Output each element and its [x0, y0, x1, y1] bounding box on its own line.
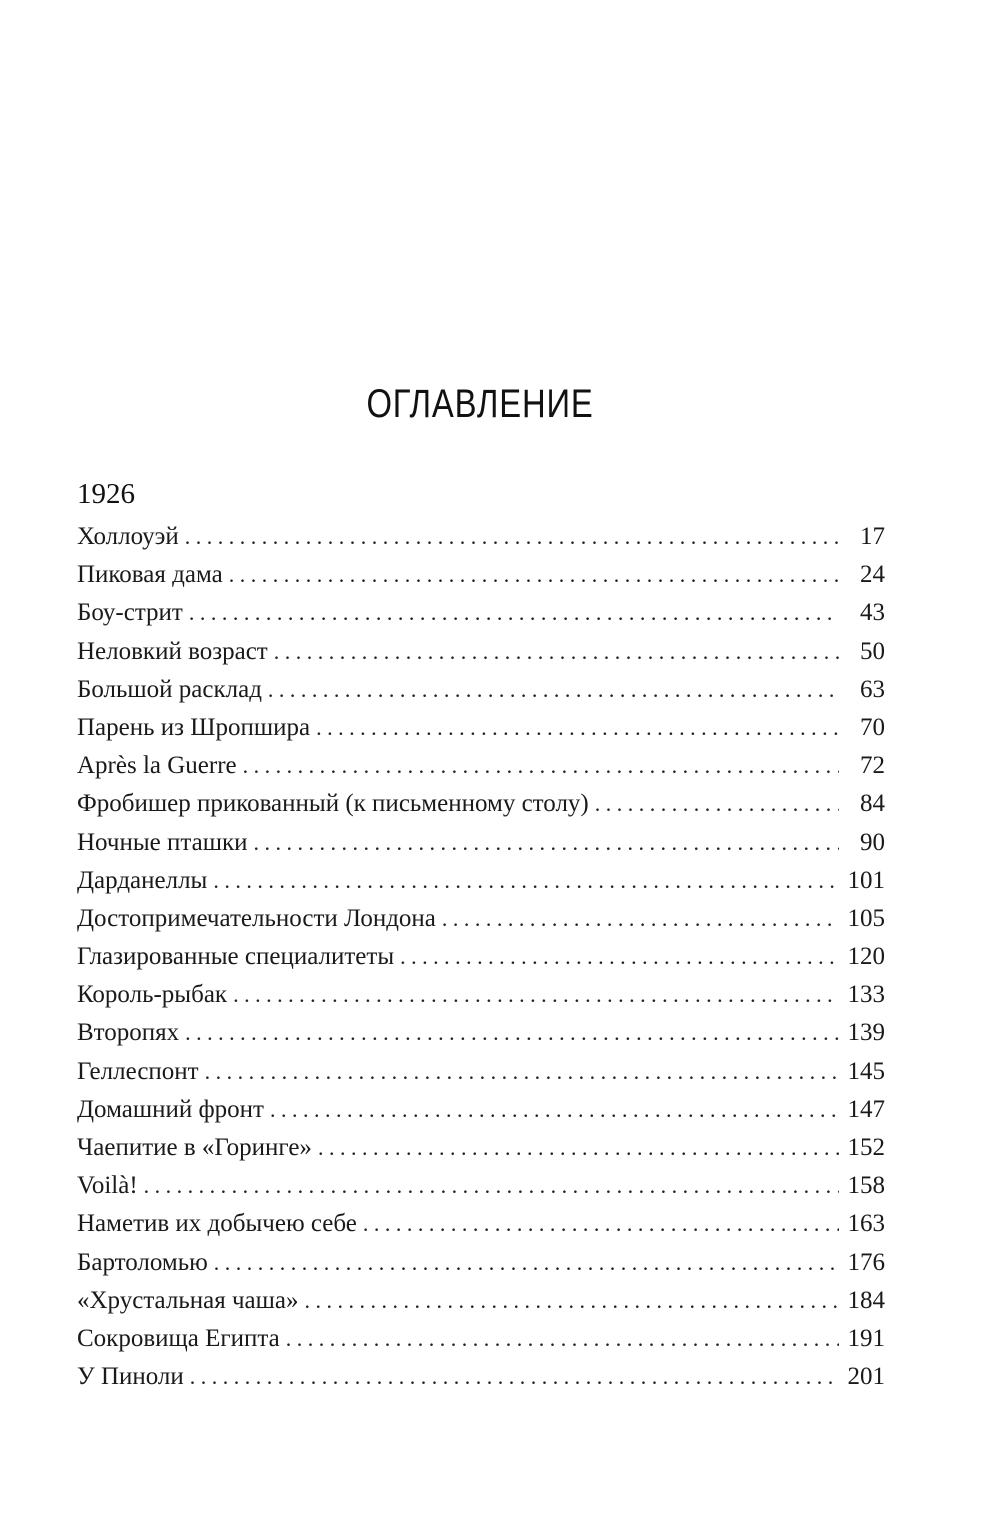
toc-entry-page: 63: [860, 675, 885, 703]
toc-entry-page: 191: [847, 1324, 885, 1352]
dot-leader: [268, 671, 839, 709]
toc-entry-title: Voilà!: [77, 1172, 138, 1200]
toc-entry-title: Король-рыбак: [77, 981, 228, 1009]
toc-entry: [77, 747, 885, 785]
toc-entry: [77, 1091, 885, 1129]
toc-entry-page: 84: [860, 790, 885, 818]
toc-entry-title: Боу-стрит: [77, 599, 183, 627]
toc-entry-title: Чаепитие в «Горинге»: [77, 1134, 312, 1161]
toc-entry-page: 105: [847, 904, 885, 932]
toc-entry: [77, 1129, 885, 1167]
dot-leader: [213, 862, 839, 900]
toc-entry-page: 163: [847, 1210, 885, 1238]
dot-leader: [595, 785, 839, 823]
toc-entry-page: 184: [847, 1286, 885, 1314]
toc-entry: [77, 900, 885, 938]
toc-entry-title: Холлоуэй: [77, 523, 179, 550]
dot-leader: [363, 1205, 839, 1243]
toc-entry-title: Бартоломью: [77, 1248, 208, 1276]
toc-entry-page: 176: [847, 1248, 885, 1276]
toc-entry: [77, 556, 885, 594]
toc-entry-page: 101: [847, 866, 885, 894]
toc-entry-title: Наметив их добычею себе: [77, 1210, 357, 1238]
dot-leader: [190, 1358, 839, 1396]
toc-entry-title: Дарданеллы: [77, 866, 208, 894]
toc-entry: [77, 1167, 885, 1205]
toc-entry: [77, 1282, 885, 1320]
dot-leader: [185, 518, 839, 556]
dot-leader: [274, 633, 839, 671]
table-of-contents: [77, 518, 885, 1396]
toc-entry-title: Достопримечательности Лондона: [77, 904, 436, 932]
toc-entry: [77, 862, 885, 900]
dot-leader: [243, 747, 839, 785]
dot-leader: [214, 1244, 839, 1282]
toc-entry-page: 158: [847, 1172, 885, 1200]
toc-entry-title: Большой расклад: [77, 675, 262, 703]
toc-entry-title: Сокровища Египта: [77, 1324, 280, 1352]
toc-entry-title: Глазированные специалитеты: [77, 943, 395, 971]
toc-entry: [77, 633, 885, 671]
section-year-heading: 1926: [77, 478, 135, 510]
dot-leader: [316, 709, 839, 747]
toc-entry-title: «Хрустальная чаша»: [77, 1286, 299, 1314]
toc-entry-title: Ночные пташки: [77, 828, 248, 856]
toc-entry-title: Второпях: [77, 1019, 180, 1047]
toc-entry: [77, 1244, 885, 1282]
toc-entry-page: 145: [847, 1057, 885, 1085]
toc-entry: [77, 785, 885, 823]
toc-entry: [77, 824, 885, 862]
page-title: ОГЛАВЛЕНИЕ: [366, 381, 594, 426]
toc-entry-title: Фробишер прикованный (к письменному столу): [77, 790, 589, 818]
toc-entry-page: 90: [860, 828, 885, 856]
toc-entry: [77, 1053, 885, 1091]
dot-leader: [144, 1167, 839, 1205]
toc-entry-page: 72: [860, 752, 885, 780]
toc-entry-page: 152: [847, 1134, 885, 1161]
toc-entry: [77, 709, 885, 747]
toc-entry-page: 201: [847, 1363, 885, 1391]
toc-entry-page: 147: [847, 1095, 885, 1123]
toc-entry-title: Пиковая дама: [77, 561, 223, 589]
dot-leader: [253, 824, 839, 862]
dot-leader: [318, 1129, 839, 1167]
toc-entry: [77, 671, 885, 709]
toc-entry-page: 24: [860, 561, 885, 589]
toc-entry-title: У Пиноли: [77, 1363, 184, 1391]
dot-leader: [400, 938, 839, 976]
toc-entry: [77, 1358, 885, 1396]
toc-entry-title: Геллеспонт: [77, 1057, 199, 1085]
dot-leader: [286, 1320, 839, 1358]
toc-entry: [77, 1320, 885, 1358]
dot-leader: [270, 1091, 839, 1129]
toc-entry-page: 43: [860, 599, 885, 627]
toc-entry-title: Парень из Шропшира: [77, 713, 311, 741]
toc-entry: [77, 1014, 885, 1052]
toc-entry-page: 120: [847, 943, 885, 971]
toc-entry: [77, 594, 885, 632]
toc-entry-page: 133: [847, 981, 885, 1009]
toc-entry-page: 17: [860, 523, 885, 550]
toc-entry: [77, 938, 885, 976]
dot-leader: [205, 1053, 839, 1091]
dot-leader: [229, 556, 839, 594]
toc-entry-page: 50: [860, 637, 885, 665]
dot-leader: [189, 594, 839, 632]
dot-leader: [185, 1014, 839, 1052]
toc-entry-title: Après la Guerre: [77, 752, 237, 780]
toc-entry-page: 139: [847, 1019, 885, 1047]
dot-leader: [304, 1282, 839, 1320]
toc-entry: [77, 1205, 885, 1243]
dot-leader: [233, 976, 839, 1014]
toc-entry: [77, 518, 885, 556]
dot-leader: [442, 900, 839, 938]
toc-entry-page: 70: [860, 713, 885, 741]
toc-entry: [77, 976, 885, 1014]
toc-entry-title: Домашний фронт: [77, 1095, 264, 1123]
toc-entry-title: Неловкий возраст: [77, 637, 268, 665]
